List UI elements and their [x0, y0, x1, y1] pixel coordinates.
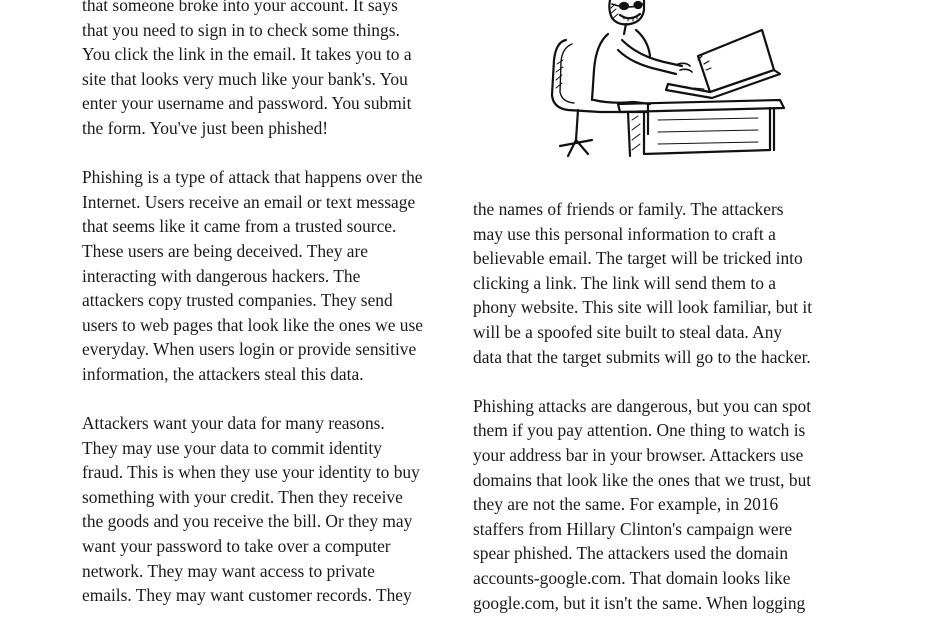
text-line: interacting with dangerous hackers. The: [82, 265, 361, 286]
text-line: You click the link in the email. It takes you to a: [82, 44, 412, 65]
text-line: the goods and you receive the bill. Or they may: [82, 511, 413, 532]
text-line: want your password to take over a computer: [82, 536, 391, 557]
text-line: They may use your data to commit identity: [82, 437, 382, 458]
paragraph-phishing-definition: [82, 165, 472, 386]
text-line: they are not the same. For example, in 2016: [473, 494, 779, 515]
text-line: spear phished. The attackers used the domain: [473, 543, 789, 564]
text-line: may use this personal information to craft a: [473, 223, 776, 244]
text-line: Phishing attacks are dangerous, but you can spot: [473, 395, 812, 416]
text-line: the form. You've just been phished!: [82, 117, 329, 138]
text-line: that someone broke into your account. It says: [82, 0, 398, 15]
text-line: fraud. This is when they use your identity to buy: [82, 462, 420, 483]
text-line: network. They may want access to private: [82, 560, 375, 581]
text-line: information, the attackers steal this data.: [82, 363, 364, 384]
text-line: These users are being deceived. They are: [82, 240, 369, 261]
text-line: Internet. Users receive an email or text message: [82, 191, 416, 212]
text-line: that seems like it came from a trusted source.: [82, 216, 397, 237]
right-column: [473, 197, 863, 640]
paragraph-spot-phishing: [473, 394, 863, 615]
text-line: something with your credit. Then they receive: [82, 486, 403, 507]
text-line: believable email. The target will be tricked into: [473, 248, 803, 269]
text-line: clicking a link. The link will send them to a: [473, 272, 776, 293]
left-column: [82, 0, 472, 632]
text-line: enter your username and password. You submit: [82, 93, 412, 114]
text-line: data that the target submits will go to the hacker.: [473, 346, 811, 367]
text-line: google.com, but it isn't the same. When logging: [473, 592, 806, 613]
paragraph-phished-story: [82, 0, 472, 141]
text-line: them if you pay attention. One thing to watch is: [473, 420, 806, 441]
text-line: that you need to sign in to check some things.: [82, 19, 400, 40]
text-line: Attackers want your data for many reasons.: [82, 413, 385, 434]
text-line: accounts-google.com. That domain looks like: [473, 567, 791, 588]
text-line: will be a spoofed site built to steal data. Any: [473, 321, 783, 342]
text-line: domains that look like the ones that we trust, but: [473, 469, 812, 490]
text-line: everyday. When users login or provide sensitive: [82, 339, 417, 360]
masked-hacker-at-laptop-icon: [548, 0, 788, 160]
text-line: staffers from Hillary Clinton's campaign were: [473, 518, 793, 539]
text-line: Phishing is a type of attack that happens over the: [82, 167, 423, 188]
text-line: users to web pages that look like the ones we use: [82, 314, 423, 335]
text-line: site that looks very much like your bank's. You: [82, 68, 408, 89]
text-line: attackers copy trusted companies. They send: [82, 290, 393, 311]
paragraph-craft-email: [473, 197, 863, 369]
text-line: emails. They may want customer records. They: [82, 585, 412, 606]
text-line: your address bar in your browser. Attackers use: [473, 444, 804, 465]
text-line: phony website. This site will look familiar, but it: [473, 297, 813, 318]
text-line: the names of friends or family. The attackers: [473, 199, 784, 219]
paragraph-attacker-motives: [82, 411, 472, 608]
